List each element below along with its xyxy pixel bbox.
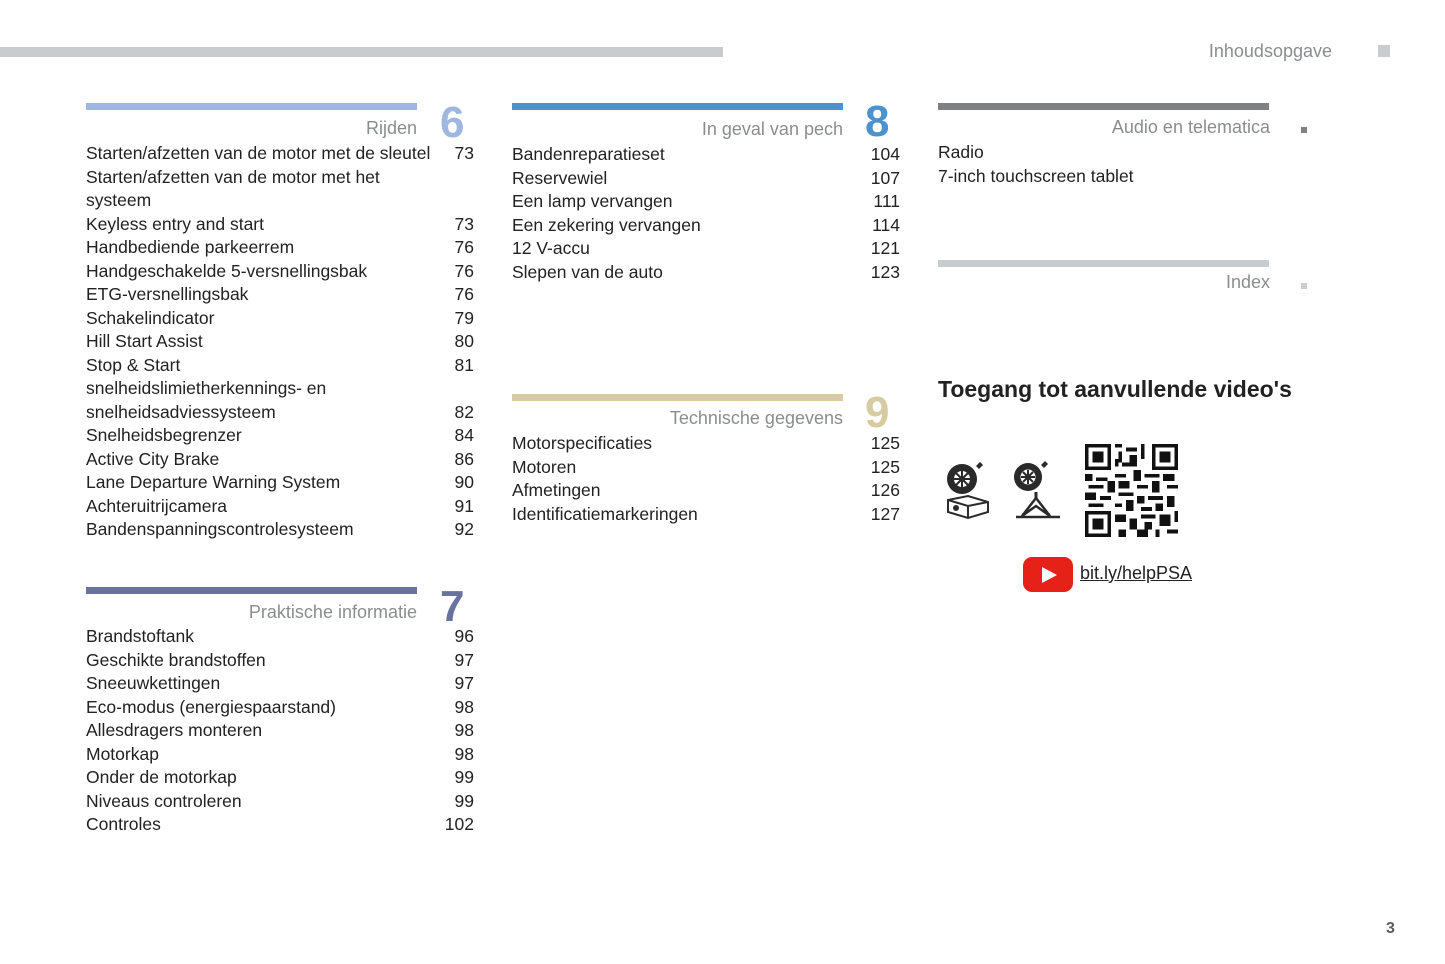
toc-entry-page: 79 xyxy=(454,307,474,328)
header-title: Inhoudsopgave xyxy=(1208,41,1332,61)
toc-entry-label: Motoren xyxy=(512,456,577,477)
toc-entry-page: 126 xyxy=(870,480,900,500)
toc-list xyxy=(86,625,474,837)
toc-entry[interactable] xyxy=(938,141,1250,165)
qr-code-icon[interactable] xyxy=(1085,444,1178,537)
section-title: Praktische informatie xyxy=(248,602,417,622)
toc-entry-label: Reservewiel xyxy=(512,167,608,188)
toc-list xyxy=(512,143,900,284)
toc-entry-label: Starten/afzetten van de motor met de sleutel xyxy=(86,143,431,163)
toc-entry-label: Handbediende parkeerrem xyxy=(86,237,295,257)
section-title: Rijden xyxy=(365,118,417,138)
toc-entry[interactable] xyxy=(512,456,900,480)
toc-entry[interactable] xyxy=(512,432,900,456)
toc-entry-label: Achteruitrijcamera xyxy=(86,495,228,516)
section-number: 9 xyxy=(865,388,890,437)
toc-entry-page: 73 xyxy=(454,143,474,163)
toc-entry-label: Hill Start Assist xyxy=(86,331,203,351)
toc-entry-page: 125 xyxy=(870,456,900,477)
header-square-icon xyxy=(1378,45,1390,57)
toc-entry[interactable] xyxy=(512,214,900,238)
toc-entry-label: Starten/afzetten van de motor met het systeem Keyless entry and start xyxy=(86,166,380,234)
toc-entry[interactable] xyxy=(86,448,474,472)
toc-entry-page: 107 xyxy=(870,167,900,188)
section-bullet-icon xyxy=(1301,283,1307,289)
toc-entry-label: 12 V-accu xyxy=(512,238,590,258)
toc-entry-label: Slepen van de auto xyxy=(512,261,663,282)
toc-entry-page: 81 xyxy=(454,354,474,375)
toc-entry-label: ETG-versnellingsbak xyxy=(86,284,249,304)
section-bar xyxy=(86,587,417,594)
toc-entry-label: Schakelindicator xyxy=(86,307,215,328)
section-bullet-icon xyxy=(1301,127,1307,133)
toc-entry[interactable] xyxy=(512,190,900,214)
toc-entry-page: 76 xyxy=(454,237,474,257)
toc-entry-page: 98 xyxy=(454,743,474,764)
toc-entry-page: 123 xyxy=(870,261,900,282)
toc-entry-label: Motorspecificaties xyxy=(512,433,653,453)
play-icon xyxy=(1042,567,1057,583)
toc-entry[interactable] xyxy=(86,625,474,649)
toc-entry[interactable] xyxy=(86,166,474,237)
toc-entry-label: Niveaus controleren xyxy=(86,790,242,811)
toc-entry[interactable] xyxy=(86,696,474,720)
toc-entry-label: Motorkap xyxy=(86,743,159,764)
toc-entry[interactable] xyxy=(86,743,474,767)
section-title: Technische gegevens xyxy=(669,408,843,428)
toc-entry-label: Een zekering vervangen xyxy=(512,214,701,235)
toc-entry[interactable] xyxy=(512,479,900,503)
toc-entry[interactable] xyxy=(86,495,474,519)
section-bar xyxy=(938,103,1269,110)
toc-entry-label: Identificatiemarkeringen xyxy=(512,503,698,524)
videos-title: Toegang tot aanvullende video's xyxy=(938,376,1292,402)
toc-entry[interactable] xyxy=(512,261,900,285)
toc-entry-label: Snelheidsbegrenzer xyxy=(86,425,242,445)
toc-entry[interactable] xyxy=(86,377,474,424)
toc-entry-label: Lane Departure Warning System xyxy=(86,472,341,492)
toc-entry-label: Controles xyxy=(86,814,161,834)
toc-entry-page: 121 xyxy=(870,238,900,258)
toc-entry-page: 80 xyxy=(454,331,474,351)
toc-entry[interactable] xyxy=(86,283,474,307)
toc-entry-label: Bandenreparatieset xyxy=(512,144,665,164)
toc-entry[interactable] xyxy=(512,143,900,167)
toc-entry-page: 102 xyxy=(444,814,474,834)
section-title: In geval van pech xyxy=(701,119,843,139)
toc-entry-page: 73 xyxy=(454,213,474,234)
section-title: Audio en telematica xyxy=(1111,117,1270,137)
toc-entry[interactable] xyxy=(86,719,474,743)
toc-entry[interactable] xyxy=(86,354,474,378)
toc-entry-page: 76 xyxy=(454,284,474,304)
toc-entry-label: Stop & Start xyxy=(86,354,181,375)
toc-entry-page: 114 xyxy=(872,214,900,235)
toc-entry-label: Radio xyxy=(938,142,984,162)
toc-entry-label: Een lamp vervangen xyxy=(512,191,673,211)
toc-entry-label: Active City Brake xyxy=(86,448,220,469)
video-link[interactable]: bit.ly/helpPSA xyxy=(1080,563,1193,583)
toc-entry-page: 98 xyxy=(454,696,474,717)
toc-entry[interactable] xyxy=(512,167,900,191)
top-rule xyxy=(0,47,723,57)
section-bar xyxy=(512,103,843,110)
toc-entry-label: Brandstoftank xyxy=(86,626,194,646)
toc-entry[interactable] xyxy=(86,790,474,814)
toc-entry-page: 92 xyxy=(454,519,474,539)
toc-entry-page: 86 xyxy=(454,448,474,469)
tyre-repair-kit-icon xyxy=(940,460,996,522)
toc-entry[interactable] xyxy=(86,307,474,331)
toc-entry-page: 125 xyxy=(870,433,900,453)
toc-entry-page: 90 xyxy=(454,472,474,492)
toc-entry-page: 104 xyxy=(870,144,900,164)
toc-entry-page: 111 xyxy=(873,191,900,211)
toc-entry[interactable] xyxy=(512,237,900,261)
section-bar xyxy=(512,394,843,401)
toc-entry[interactable] xyxy=(86,260,474,284)
toc-entry-page: 127 xyxy=(870,503,900,524)
section-number: 7 xyxy=(440,582,465,631)
toc-entry[interactable] xyxy=(86,236,474,260)
spare-wheel-jack-icon xyxy=(1008,460,1066,522)
section-number: 8 xyxy=(865,97,890,146)
toc-entry-label: Bandenspanningscontrolesysteem xyxy=(86,519,354,539)
toc-entry-label: Allesdragers monteren xyxy=(86,720,263,740)
toc-entry[interactable] xyxy=(86,766,474,790)
section-number: 6 xyxy=(440,98,465,147)
section-bar xyxy=(86,103,417,110)
toc-list xyxy=(512,432,900,526)
toc-entry-page: 82 xyxy=(454,401,474,422)
toc-entry[interactable] xyxy=(86,813,474,837)
toc-entry-page: 99 xyxy=(454,767,474,787)
toc-entry-label: Eco-modus (energiespaarstand) xyxy=(86,696,336,717)
youtube-icon[interactable] xyxy=(1023,557,1073,592)
toc-entry[interactable] xyxy=(86,518,474,542)
toc-entry-label: 7-inch touchscreen tablet xyxy=(938,165,1134,186)
toc-entry-page: 98 xyxy=(454,720,474,740)
toc-entry-page: 76 xyxy=(454,260,474,281)
toc-list xyxy=(86,142,474,542)
toc-entry-page: 99 xyxy=(454,790,474,811)
section-bar xyxy=(938,260,1269,267)
toc-entry-label: Afmetingen xyxy=(512,480,601,500)
toc-entry-page: 97 xyxy=(454,673,474,693)
toc-entry-label: Sneeuwkettingen xyxy=(86,673,221,693)
toc-entry[interactable] xyxy=(86,649,474,673)
toc-entry-page: 96 xyxy=(454,626,474,646)
toc-entry[interactable] xyxy=(86,330,474,354)
toc-list xyxy=(938,141,1250,188)
toc-entry[interactable] xyxy=(86,672,474,696)
toc-entry-label: Geschikte brandstoffen xyxy=(86,649,266,670)
toc-entry-label: Handgeschakelde 5-versnellingsbak xyxy=(86,260,368,281)
toc-entry-label: snelheidslimietherkennings- en snelheidsadviessysteem xyxy=(86,378,327,422)
section-title: Index xyxy=(1225,272,1270,292)
toc-entry-label: Onder de motorkap xyxy=(86,767,237,787)
toc-entry-page: 97 xyxy=(454,649,474,670)
toc-entry-page: 91 xyxy=(454,495,474,516)
toc-entry[interactable] xyxy=(86,471,474,495)
page-number: 3 xyxy=(1386,920,1395,937)
toc-entry-page: 84 xyxy=(454,425,474,445)
toc-entry[interactable] xyxy=(938,165,1250,189)
toc-entry[interactable] xyxy=(86,142,474,166)
toc-entry[interactable] xyxy=(512,503,900,527)
toc-entry[interactable] xyxy=(86,424,474,448)
